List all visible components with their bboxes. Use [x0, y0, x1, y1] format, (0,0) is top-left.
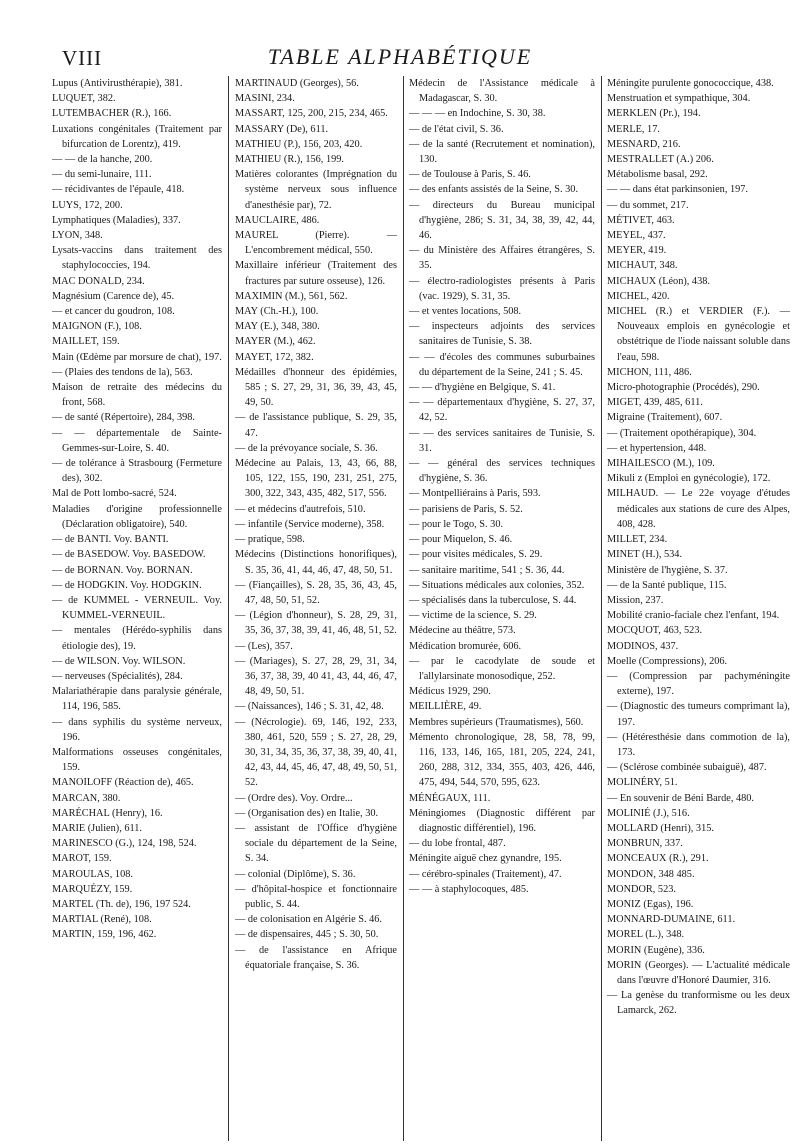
index-entry: MARINESCO (G.), 124, 198, 524.	[52, 838, 197, 850]
index-entry: MAUCLAIRE, 486.	[235, 214, 320, 226]
index-entry: MONDON, 348 485.	[607, 868, 695, 880]
index-entry: MICHEL (R.) et VERDIER (F.). — Nouveaux emplois en gynécologie et obstétrique de l'iode naissant soluble dans l'eau, 598.	[607, 306, 790, 363]
index-entry: — (Nécrologie). 69, 146, 192, 233, 380, 461, 520, 559 ; S. 27, 28, 29, 30, 31, 34, 35, 36, 37, 38, 39, 40, 41, 42, 43, 44, 45, 46, 47, 48, 49, 50, 51, 52.	[235, 716, 397, 789]
index-entry: Méningite purulente gonococcique, 438.	[607, 78, 774, 89]
index-entry: MORIN (Georges). — L'actualité médicale dans l'œuvre d'Honoré Daumier, 316.	[607, 959, 790, 986]
index-entry: MAUREL (Pierre). — L'encombrement médical, 550.	[235, 230, 397, 257]
column-divider	[403, 76, 404, 1141]
index-entry: MAROULAS, 108.	[52, 868, 133, 880]
index-entry: MATHIEU (P.), 156, 203, 420.	[235, 138, 363, 150]
index-column-4	[607, 76, 790, 1141]
index-entry: MODINOS, 437.	[607, 640, 679, 652]
index-entry: MARTINAUD (Georges), 56.	[235, 78, 359, 89]
index-entry: — d'hôpital-hospice et fonctionnaire public, S. 44.	[235, 883, 397, 910]
index-entry: — colonial (Diplôme), S. 36.	[235, 868, 356, 880]
index-entry: Malariathérapie dans paralysie générale, 114, 196, 585.	[52, 686, 222, 713]
index-entry: — de WILSON. Voy. WILSON.	[52, 655, 186, 667]
index-entry: MEYEL, 437.	[607, 230, 666, 242]
index-entry: MAC DONALD, 234.	[52, 275, 145, 287]
index-entry: MONIZ (Egas), 196.	[607, 898, 694, 910]
index-entry: — assistant de l'Office d'hygiène sociale du département de la Seine, S. 34.	[235, 822, 397, 865]
index-entry: MICHEL, 420.	[607, 290, 670, 302]
index-entry: — — à staphylocoques, 485.	[409, 883, 529, 895]
index-entry: Micro-photographie (Procédés), 290.	[607, 382, 760, 394]
index-entry: — sanitaire maritime, 541 ; S. 36, 44.	[409, 564, 565, 576]
index-entry: Menstruation et sympathique, 304.	[607, 93, 751, 105]
index-entry: MARIE (Julien), 611.	[52, 822, 142, 834]
index-entry: — récidivantes de l'épaule, 418.	[52, 184, 185, 196]
index-entry: MAYET, 172, 382.	[235, 351, 314, 363]
index-entry: — de l'assistance publique, S. 29, 35, 47.	[235, 412, 397, 439]
index-entry: MAYER (M.), 462.	[235, 336, 316, 348]
index-entry: — de Toulouse à Paris, S. 46.	[409, 169, 531, 181]
index-entry: — — des services sanitaires de Tunisie, S. 31.	[409, 427, 595, 454]
index-entry: — — de la hanche, 200.	[52, 154, 153, 166]
index-entry: MAXIMIN (M.), 561, 562.	[235, 290, 348, 302]
index-entry: — — départementale de Sainte-Gemmes-sur-Loire, S. 40.	[52, 427, 222, 454]
index-entry: — (Traitement opothérapique), 304.	[607, 427, 757, 439]
index-entry: Médecine au théâtre, 573.	[409, 625, 516, 637]
index-entry: — de BANTI. Voy. BANTI.	[52, 534, 169, 546]
index-entry: — (Hétéresthésie dans commotion de la), 173.	[607, 731, 790, 758]
index-entry: MOLINIÉ (J.), 516.	[607, 807, 690, 819]
index-entry: MARCAN, 380.	[52, 792, 121, 804]
index-entry: MICHAUX (Léon), 438.	[607, 275, 710, 287]
index-entry: Mission, 237.	[607, 594, 664, 606]
index-entry: MAILLET, 159.	[52, 336, 120, 348]
index-entry: LUTEMBACHER (R.), 166.	[52, 108, 172, 120]
index-entry: Mal de Pott lombo-sacré, 524.	[52, 488, 177, 500]
index-entry: — de tolérance à Strasbourg (Fermeture des), 302.	[52, 458, 222, 485]
index-entry: MORIN (Eugène), 336.	[607, 944, 705, 956]
index-entry: — inspecteurs adjoints des services sanitaires de Tunisie, S. 38.	[409, 321, 595, 348]
index-entry: — (Organisation des) en Italie, 30.	[235, 807, 379, 819]
index-entry: — — d'hygiène en Belgique, S. 41.	[409, 382, 556, 394]
index-entry: — (Diagnostic des tumeurs comprimant la), 197.	[607, 701, 790, 728]
index-entry: — de santé (Répertoire), 284, 398.	[52, 412, 195, 424]
index-entry: MICHON, 111, 486.	[607, 366, 692, 378]
index-entry: Médication bromurée, 606.	[409, 640, 522, 652]
index-entry: Malformations osseuses congénitales, 159.	[52, 746, 222, 774]
index-entry: — de l'état civil, S. 36.	[409, 123, 504, 135]
column-divider	[228, 76, 229, 1141]
index-entry: MÉNÉGAUX, 111.	[409, 792, 491, 804]
index-entry: MARTEL (Th. de), 196, 197 524.	[52, 898, 191, 910]
index-column-1	[52, 76, 222, 1141]
index-entry: Méningiomes (Diagnostic différent par diagnostic différentiel), 196.	[409, 807, 595, 834]
index-entry: MAROT, 159.	[52, 853, 112, 865]
index-entry: Main (Œdème par morsure de chat), 197.	[52, 351, 222, 363]
index-entry: Maladies d'origine professionnelle (Déclaration obligatoire), 540.	[52, 503, 222, 530]
index-entry: — En souvenir de Béni Barde, 480.	[607, 792, 754, 804]
index-entry: MAY (E.), 348, 380.	[235, 321, 320, 333]
index-entry: — cérébro-spinales (Traitement), 47.	[409, 868, 562, 880]
index-entry: — pour visites médicales, S. 29.	[409, 549, 543, 561]
index-entry: MÉTIVET, 463.	[607, 214, 675, 226]
index-entry: — (Légion d'honneur), S. 28, 29, 31, 35, 36, 37, 38, 39, 41, 46, 48, 51, 52.	[235, 610, 397, 637]
index-entry: MARÉCHAL (Henry), 16.	[52, 807, 163, 819]
index-entry: — de la Santé publique, 115.	[607, 579, 727, 591]
index-entry: — de la prévoyance sociale, S. 36.	[235, 442, 378, 454]
index-entry: — et médecins d'autrefois, 510.	[235, 503, 366, 515]
index-entry: Mémento chronologique, 28, 58, 78, 99, 116, 133, 146, 165, 181, 205, 224, 241, 260, 288, 312, 334, 355, 403, 426, 446, 475, 494, 544, 570, 595, 623.	[409, 731, 595, 789]
index-entry: — pour le Togo, S. 30.	[409, 518, 504, 530]
index-entry: MERLE, 17.	[607, 123, 660, 135]
column-divider	[601, 76, 602, 1141]
index-entry: — spécialisés dans la tuberculose, S. 44.	[409, 594, 577, 606]
index-entry: Médailles d'honneur des épidémies, 585 ; S. 27, 29, 31, 36, 39, 43, 45, 49, 50.	[235, 366, 397, 409]
index-entry: Lymphatiques (Maladies), 337.	[52, 214, 181, 226]
index-entry: Mobilité cranio-faciale chez l'enfant, 194.	[607, 610, 780, 622]
index-entry: MOLLARD (Henri), 315.	[607, 822, 714, 834]
index-entry: LUYS, 172, 200.	[52, 199, 123, 211]
index-entry: Lupus (Antivirusthérapie), 381.	[52, 78, 183, 89]
index-entry: — (Naissances), 146 ; S. 31, 42, 48.	[235, 701, 384, 713]
index-entry: — parisiens de Paris, S. 52.	[409, 503, 523, 515]
page-number: VIII	[62, 46, 103, 70]
index-entry: MAIGNON (F.), 108.	[52, 321, 142, 333]
index-entry: MESTRALLET (A.) 206.	[607, 154, 714, 166]
index-entry: — (Compression par pachyméningite externe), 197.	[607, 670, 790, 698]
index-entry: Mikuli z (Emploi en gynécologie), 172.	[607, 473, 771, 485]
index-entry: MOLINÉRY, 51.	[607, 777, 678, 789]
index-entry: — du sommet, 217.	[607, 199, 689, 211]
index-entry: Lysats-vaccins dans traitement des staphylococcies, 194.	[52, 245, 222, 272]
index-entry: Médecins (Distinctions honorifiques), S. 35, 36, 41, 44, 46, 47, 48, 50, 51.	[235, 549, 397, 576]
index-entry: MONBRUN, 337.	[607, 838, 683, 850]
index-entry: MOCQUOT, 463, 523.	[607, 625, 703, 637]
index-entry: Ministère de l'hygiène, S. 37.	[607, 564, 728, 576]
index-entry: — et hypertension, 448.	[607, 442, 707, 454]
index-entry: Médecine au Palais, 13, 43, 66, 88, 105, 122, 155, 190, 231, 251, 275, 300, 322, 343, 435, 482, 517, 556.	[235, 458, 397, 500]
index-entry: — de HODGKIN. Voy. HODGKIN.	[52, 579, 202, 591]
index-entry: — de l'assistance en Afrique équatoriale française, S. 36.	[235, 944, 397, 971]
index-column-2	[235, 76, 397, 1141]
index-entry: MILLET, 234.	[607, 534, 668, 546]
index-entry: — (Ordre des). Voy. Ordre...	[235, 792, 353, 804]
index-entry: MONCEAUX (R.), 291.	[607, 853, 709, 865]
index-columns	[52, 76, 794, 1146]
index-entry: — du Ministère des Affaires étrangères, S. 35.	[409, 245, 595, 272]
index-entry: — nerveuses (Spécialités), 284.	[52, 670, 183, 682]
index-entry: Maxillaire inférieur (Traitement des fractures par suture osseuse), 126.	[235, 260, 397, 287]
index-entry: Méningite aiguë chez gynandre, 195.	[409, 853, 562, 865]
index-entry: MEILLIÈRE, 49.	[409, 701, 482, 713]
index-entry: — infantile (Service moderne), 358.	[235, 518, 385, 530]
index-entry: — pratique, 598.	[235, 534, 305, 546]
index-entry: MAY (Ch.-H.), 100.	[235, 306, 319, 318]
index-entry: — (Sclérose combinée subaiguë), 487.	[607, 762, 767, 774]
index-entry: — pour Miquelon, S. 46.	[409, 534, 513, 546]
index-entry: — de BORNAN. Voy. BORNAN.	[52, 564, 193, 576]
index-entry: Luxations congénitales (Traitement par bifurcation de Lorentz), 419.	[52, 123, 222, 150]
index-entry: — et cancer du goudron, 108.	[52, 306, 175, 318]
index-entry: — (Les), 357.	[235, 640, 293, 652]
index-entry: — (Mariages), S. 27, 28, 29, 31, 34, 36, 37, 38, 39, 40 41, 43, 44, 46, 47, 48, 49, 50, 51.	[235, 655, 397, 698]
index-entry: Membres supérieurs (Traumatismes), 560.	[409, 716, 584, 728]
index-entry: — des enfants assistés de la Seine, S. 30.	[409, 184, 579, 196]
index-entry: — de colonisation en Algérie S. 46.	[235, 914, 382, 926]
index-entry: MERKLEN (Pr.), 194.	[607, 108, 701, 120]
index-entry: Maison de retraite des médecins du front, 568.	[52, 382, 222, 409]
index-entry: MONDOR, 523.	[607, 883, 676, 895]
index-entry: — de BASEDOW. Voy. BASEDOW.	[52, 549, 206, 561]
index-entry: Médecin de l'Assistance médicale à Madagascar, S. 30.	[409, 78, 595, 105]
index-entry: — électro-radiologistes présents à Paris (vac. 1929), S. 31, 35.	[409, 275, 595, 302]
index-entry: — Montpelliérains à Paris, 593.	[409, 488, 541, 500]
index-entry: — — d'écoles des communes suburbaines du département de la Seine, 241 ; S. 45.	[409, 351, 595, 378]
index-entry: MARTIAL (René), 108.	[52, 914, 152, 926]
index-entry: — — — en Indochine, S. 30, 38.	[409, 108, 546, 120]
index-entry: — par le cacodylate de soude et l'allylarsinate monosodique, 252.	[409, 655, 595, 682]
index-entry: — et ventes locations, 508.	[409, 306, 522, 318]
index-entry: — de dispensaires, 445 ; S. 30, 50.	[235, 929, 379, 941]
index-entry: — du semi-lunaire, 111.	[52, 169, 152, 181]
index-entry: MASINI, 234.	[235, 93, 295, 105]
index-entry: MASSART, 125, 200, 215, 234, 465.	[235, 108, 388, 120]
index-entry: — de la santé (Recrutement et nomination), 130.	[409, 138, 595, 166]
index-entry: — (Fiançailles), S. 28, 35, 36, 43, 45, 47, 48, 50, 51, 52.	[235, 579, 397, 606]
index-entry: MICHAUT, 348.	[607, 260, 678, 272]
index-entry: — — général des services techniques d'hygiène, S. 36.	[409, 458, 595, 485]
index-entry: — — départementaux d'hygiène, S. 27, 37, 42, 52.	[409, 397, 595, 424]
index-entry: LUQUET, 382.	[52, 93, 116, 105]
index-entry: — Situations médicales aux colonies, 352.	[409, 579, 585, 591]
index-entry: MOREL (L.), 348.	[607, 929, 685, 941]
index-column-3	[409, 76, 595, 1141]
index-entry: MIGET, 439, 485, 611.	[607, 397, 703, 409]
index-entry: — directeurs du Bureau municipal d'hygiène, 286; S. 31, 34, 38, 39, 42, 44, 46.	[409, 199, 595, 242]
index-entry: — dans syphilis du système nerveux, 196.	[52, 716, 222, 743]
index-entry: MARQUÉZY, 159.	[52, 883, 133, 895]
index-entry: LYON, 348.	[52, 230, 103, 242]
page-title: TABLE ALPHABÉTIQUE	[267, 44, 533, 69]
index-entry: Moelle (Compressions), 206.	[607, 655, 728, 667]
index-entry: MEYER, 419.	[607, 245, 667, 257]
index-entry: — victime de la science, S. 29.	[409, 610, 537, 622]
index-entry: — mentales (Hérédo-syphilis dans étiologie des), 19.	[52, 625, 222, 652]
index-entry: — de KUMMEL - VERNEUIL. Voy. KUMMEL-VERNEUIL.	[52, 594, 222, 622]
index-entry: Médicus 1929, 290.	[409, 686, 491, 698]
index-entry: MESNARD, 216.	[607, 138, 681, 150]
index-entry: MARTIN, 159, 196, 462.	[52, 929, 157, 941]
index-entry: Migraine (Traitement), 607.	[607, 412, 723, 424]
index-entry: — — dans état parkinsonien, 197.	[607, 184, 748, 196]
index-entry: MONNARD-DUMAINE, 611.	[607, 914, 736, 926]
index-entry: Matières colorantes (Imprégnation du système nerveux sous influence d'anesthésie par), 72.	[235, 169, 397, 211]
index-entry: Magnésium (Carence de), 45.	[52, 290, 175, 302]
index-entry: Métabolisme basal, 292.	[607, 169, 708, 181]
index-entry: — (Plaies des tendons de la), 563.	[52, 366, 193, 378]
index-entry: — du lobe frontal, 487.	[409, 838, 506, 850]
index-entry: MASSARY (De), 611.	[235, 123, 329, 135]
index-entry: MATHIEU (R.), 156, 199.	[235, 154, 344, 166]
index-entry: MIHAILESCO (M.), 109.	[607, 458, 715, 470]
index-entry: MANOILOFF (Réaction de), 465.	[52, 777, 194, 789]
index-entry: MINET (H.), 534.	[607, 549, 683, 561]
index-entry: — La genèse du tranformisme ou les deux Lamarck, 262.	[607, 990, 790, 1017]
index-entry: MILHAUD. — Le 22e voyage d'études médicales aux stations de cure des Alpes, 408, 428.	[607, 488, 790, 530]
